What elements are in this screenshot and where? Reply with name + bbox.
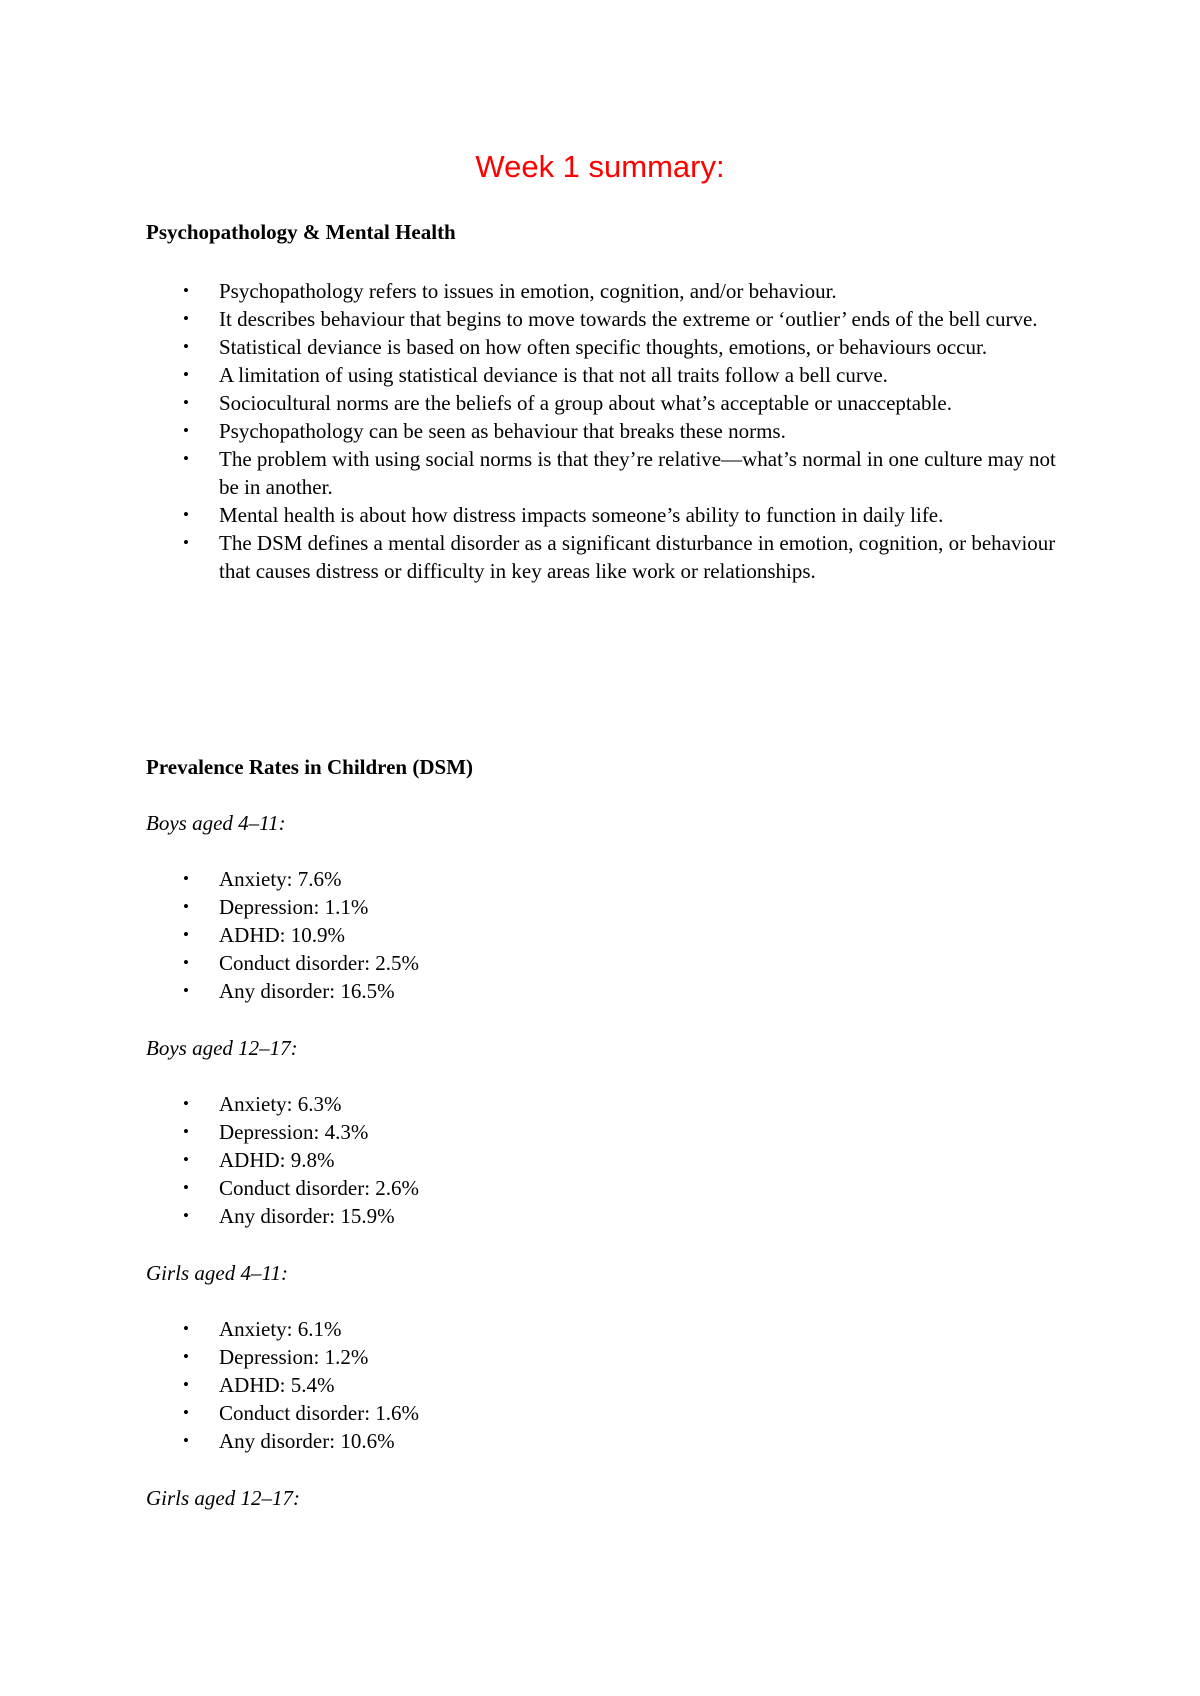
list-item-text: Conduct disorder: 1.6% xyxy=(219,1401,420,1425)
bullet-icon: • xyxy=(183,365,189,384)
list-item xyxy=(0,417,1060,445)
bullet-icon: • xyxy=(183,1431,189,1450)
list-item xyxy=(0,501,1060,529)
list-item xyxy=(0,1315,1060,1343)
bullet-icon: • xyxy=(183,505,189,524)
bullet-icon: • xyxy=(183,281,189,300)
list-item xyxy=(0,445,1060,501)
list-item-text: Anxiety: 6.3% xyxy=(219,1092,342,1116)
bullet-icon: • xyxy=(183,1178,189,1197)
list-item-text: Depression: 4.3% xyxy=(219,1120,369,1144)
list-item-text: ADHD: 9.8% xyxy=(219,1148,335,1172)
list-item xyxy=(0,277,1060,305)
list-item xyxy=(0,1146,1060,1174)
list-item xyxy=(0,1118,1060,1146)
group-label-boys-12-17: Boys aged 12–17: xyxy=(146,1036,298,1060)
list-item-text: ADHD: 10.9% xyxy=(219,923,345,947)
bullet-icon: • xyxy=(183,1094,189,1113)
section-heading-psychopathology: Psychopathology & Mental Health xyxy=(146,220,456,244)
list-item xyxy=(0,1399,1060,1427)
bullet-icon: • xyxy=(183,309,189,328)
bullet-icon: • xyxy=(183,533,189,552)
list-item-text: Statistical deviance is based on how often specific thoughts, emotions, or behaviours occur. xyxy=(219,335,988,359)
list-item-text: A limitation of using statistical deviance is that not all traits follow a bell curve. xyxy=(219,363,888,387)
list-item-text: Anxiety: 7.6% xyxy=(219,867,342,891)
list-item xyxy=(0,305,1060,333)
list-item-text: Mental health is about how distress impacts someone’s ability to function in daily life. xyxy=(219,503,944,527)
list-item-text: Psychopathology refers to issues in emotion, cognition, and/or behaviour. xyxy=(219,279,837,303)
list-item-text: Any disorder: 16.5% xyxy=(219,979,395,1003)
psychopathology-bullet-list xyxy=(0,277,1060,585)
list-item xyxy=(0,389,1060,417)
list-item xyxy=(0,949,1060,977)
bullet-icon: • xyxy=(183,1150,189,1169)
list-item xyxy=(0,1090,1060,1118)
list-item xyxy=(0,1202,1060,1230)
list-item-text: Any disorder: 10.6% xyxy=(219,1429,395,1453)
list-item xyxy=(0,977,1060,1005)
bullet-icon: • xyxy=(183,449,189,468)
list-item-text: It describes behaviour that begins to move towards the extreme or ‘outlier’ ends of the bell curve. xyxy=(219,307,1038,331)
bullet-icon: • xyxy=(183,953,189,972)
list-item-text: Conduct disorder: 2.6% xyxy=(219,1176,420,1200)
bullet-icon: • xyxy=(183,337,189,356)
group-label-girls-12-17: Girls aged 12–17: xyxy=(146,1486,300,1510)
list-item-text: Conduct disorder: 2.5% xyxy=(219,951,420,975)
bullet-icon: • xyxy=(183,393,189,412)
list-item-text: The problem with using social norms is that they’re relative—what’s normal in one culture may not be in another. xyxy=(219,447,1056,499)
boys-12-17-list xyxy=(0,1090,1060,1230)
list-item xyxy=(0,921,1060,949)
bullet-icon: • xyxy=(183,1319,189,1338)
group-label-boys-4-11: Boys aged 4–11: xyxy=(146,811,286,835)
list-item-text: The DSM defines a mental disorder as a significant disturbance in emotion, cognition, or behaviour that causes distress or difficulty in key areas like work or relationships. xyxy=(219,531,1056,583)
bullet-icon: • xyxy=(183,869,189,888)
list-item-text: Anxiety: 6.1% xyxy=(219,1317,342,1341)
list-item xyxy=(0,1174,1060,1202)
list-item-text: ADHD: 5.4% xyxy=(219,1373,335,1397)
group-label-girls-4-11: Girls aged 4–11: xyxy=(146,1261,288,1285)
list-item-text: Psychopathology can be seen as behaviour that breaks these norms. xyxy=(219,419,786,443)
list-item xyxy=(0,1427,1060,1455)
boys-4-11-list xyxy=(0,865,1060,1005)
bullet-icon: • xyxy=(183,1375,189,1394)
page-title: Week 1 summary: xyxy=(475,149,725,184)
list-item-text: Depression: 1.1% xyxy=(219,895,369,919)
bullet-icon: • xyxy=(183,897,189,916)
bullet-icon: • xyxy=(183,421,189,440)
list-item-text: Sociocultural norms are the beliefs of a group about what’s acceptable or unacceptable. xyxy=(219,391,952,415)
bullet-icon: • xyxy=(183,981,189,1000)
list-item-text: Depression: 1.2% xyxy=(219,1345,369,1369)
girls-4-11-list xyxy=(0,1315,1060,1455)
bullet-icon: • xyxy=(183,1347,189,1366)
bullet-icon: • xyxy=(183,1403,189,1422)
bullet-icon: • xyxy=(183,1122,189,1141)
list-item-text: Any disorder: 15.9% xyxy=(219,1204,395,1228)
section-heading-prevalence: Prevalence Rates in Children (DSM) xyxy=(146,755,474,779)
bullet-icon: • xyxy=(183,1206,189,1225)
list-item xyxy=(0,893,1060,921)
bullet-icon: • xyxy=(183,925,189,944)
list-item xyxy=(0,1371,1060,1399)
list-item xyxy=(0,1343,1060,1371)
list-item xyxy=(0,865,1060,893)
list-item xyxy=(0,333,1060,361)
list-item xyxy=(0,529,1060,585)
list-item xyxy=(0,361,1060,389)
